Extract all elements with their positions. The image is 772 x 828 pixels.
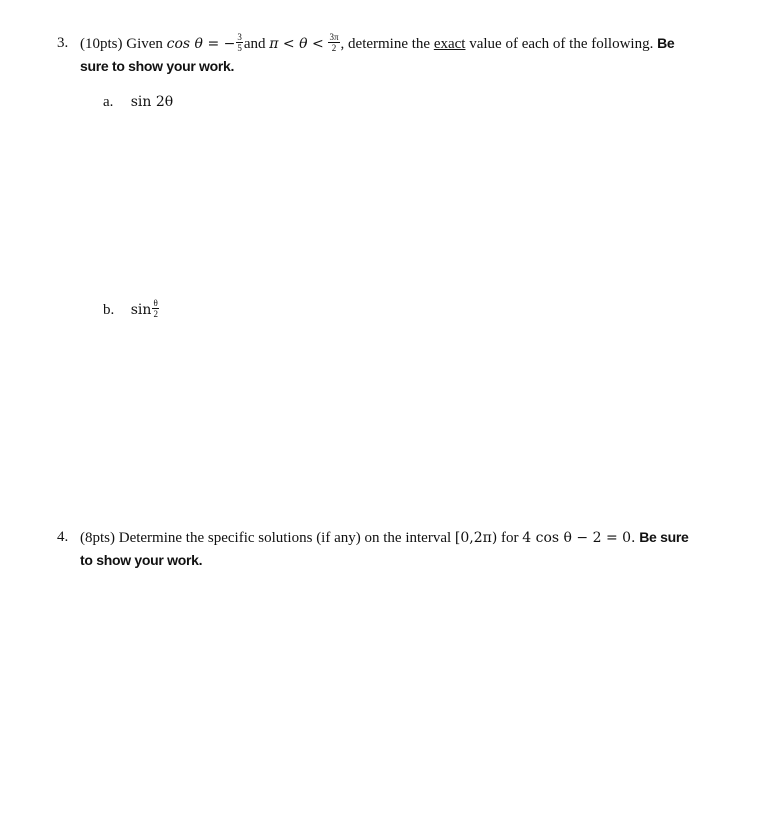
instruction-bold-1: Be sure	[639, 529, 689, 545]
instruction-bold-1: Be	[657, 35, 675, 51]
question-3b	[103, 300, 160, 321]
text-after-exact: value of each of the following.	[465, 36, 654, 52]
question-4-body	[80, 526, 747, 572]
sin-2theta: sin 2θ	[130, 94, 174, 110]
for-text: for	[497, 530, 523, 546]
equation: 4 cos θ − 2 = 0.	[522, 530, 636, 546]
interval: [0,2π)	[454, 530, 498, 546]
fraction-three-fifths: $\frac{3}{5}$	[237, 32, 242, 54]
question-3-body	[80, 32, 747, 78]
exact-word: exact	[433, 36, 466, 52]
fraction-three-pi-over-two: $\frac{3\pi}{2}$	[329, 32, 339, 54]
sin-prefix: sin	[130, 302, 152, 318]
instruction-bold-2: sure to show your work.	[80, 58, 235, 75]
range-expression: π < θ <	[269, 36, 324, 52]
points-label: (10pts) Given	[80, 36, 163, 52]
fraction-theta-over-two: $\frac{\theta}{2}$	[153, 298, 158, 320]
question-number: 3.	[57, 35, 69, 51]
question-3a	[103, 92, 173, 112]
question-3	[57, 32, 747, 78]
text-before-exact: determine the	[344, 36, 434, 52]
and-text: and	[243, 36, 266, 52]
question-4	[57, 526, 747, 572]
question-number: 4.	[57, 529, 69, 545]
sub-label: b.	[103, 302, 115, 318]
question-4-text: (8pts) Determine the specific solutions (if any) on the interval	[80, 530, 455, 546]
instruction-bold-2: to show your work.	[80, 552, 203, 568]
comma: ,	[340, 36, 345, 52]
cos-expression: cos θ = −	[166, 36, 236, 52]
sub-label: a.	[103, 94, 114, 110]
